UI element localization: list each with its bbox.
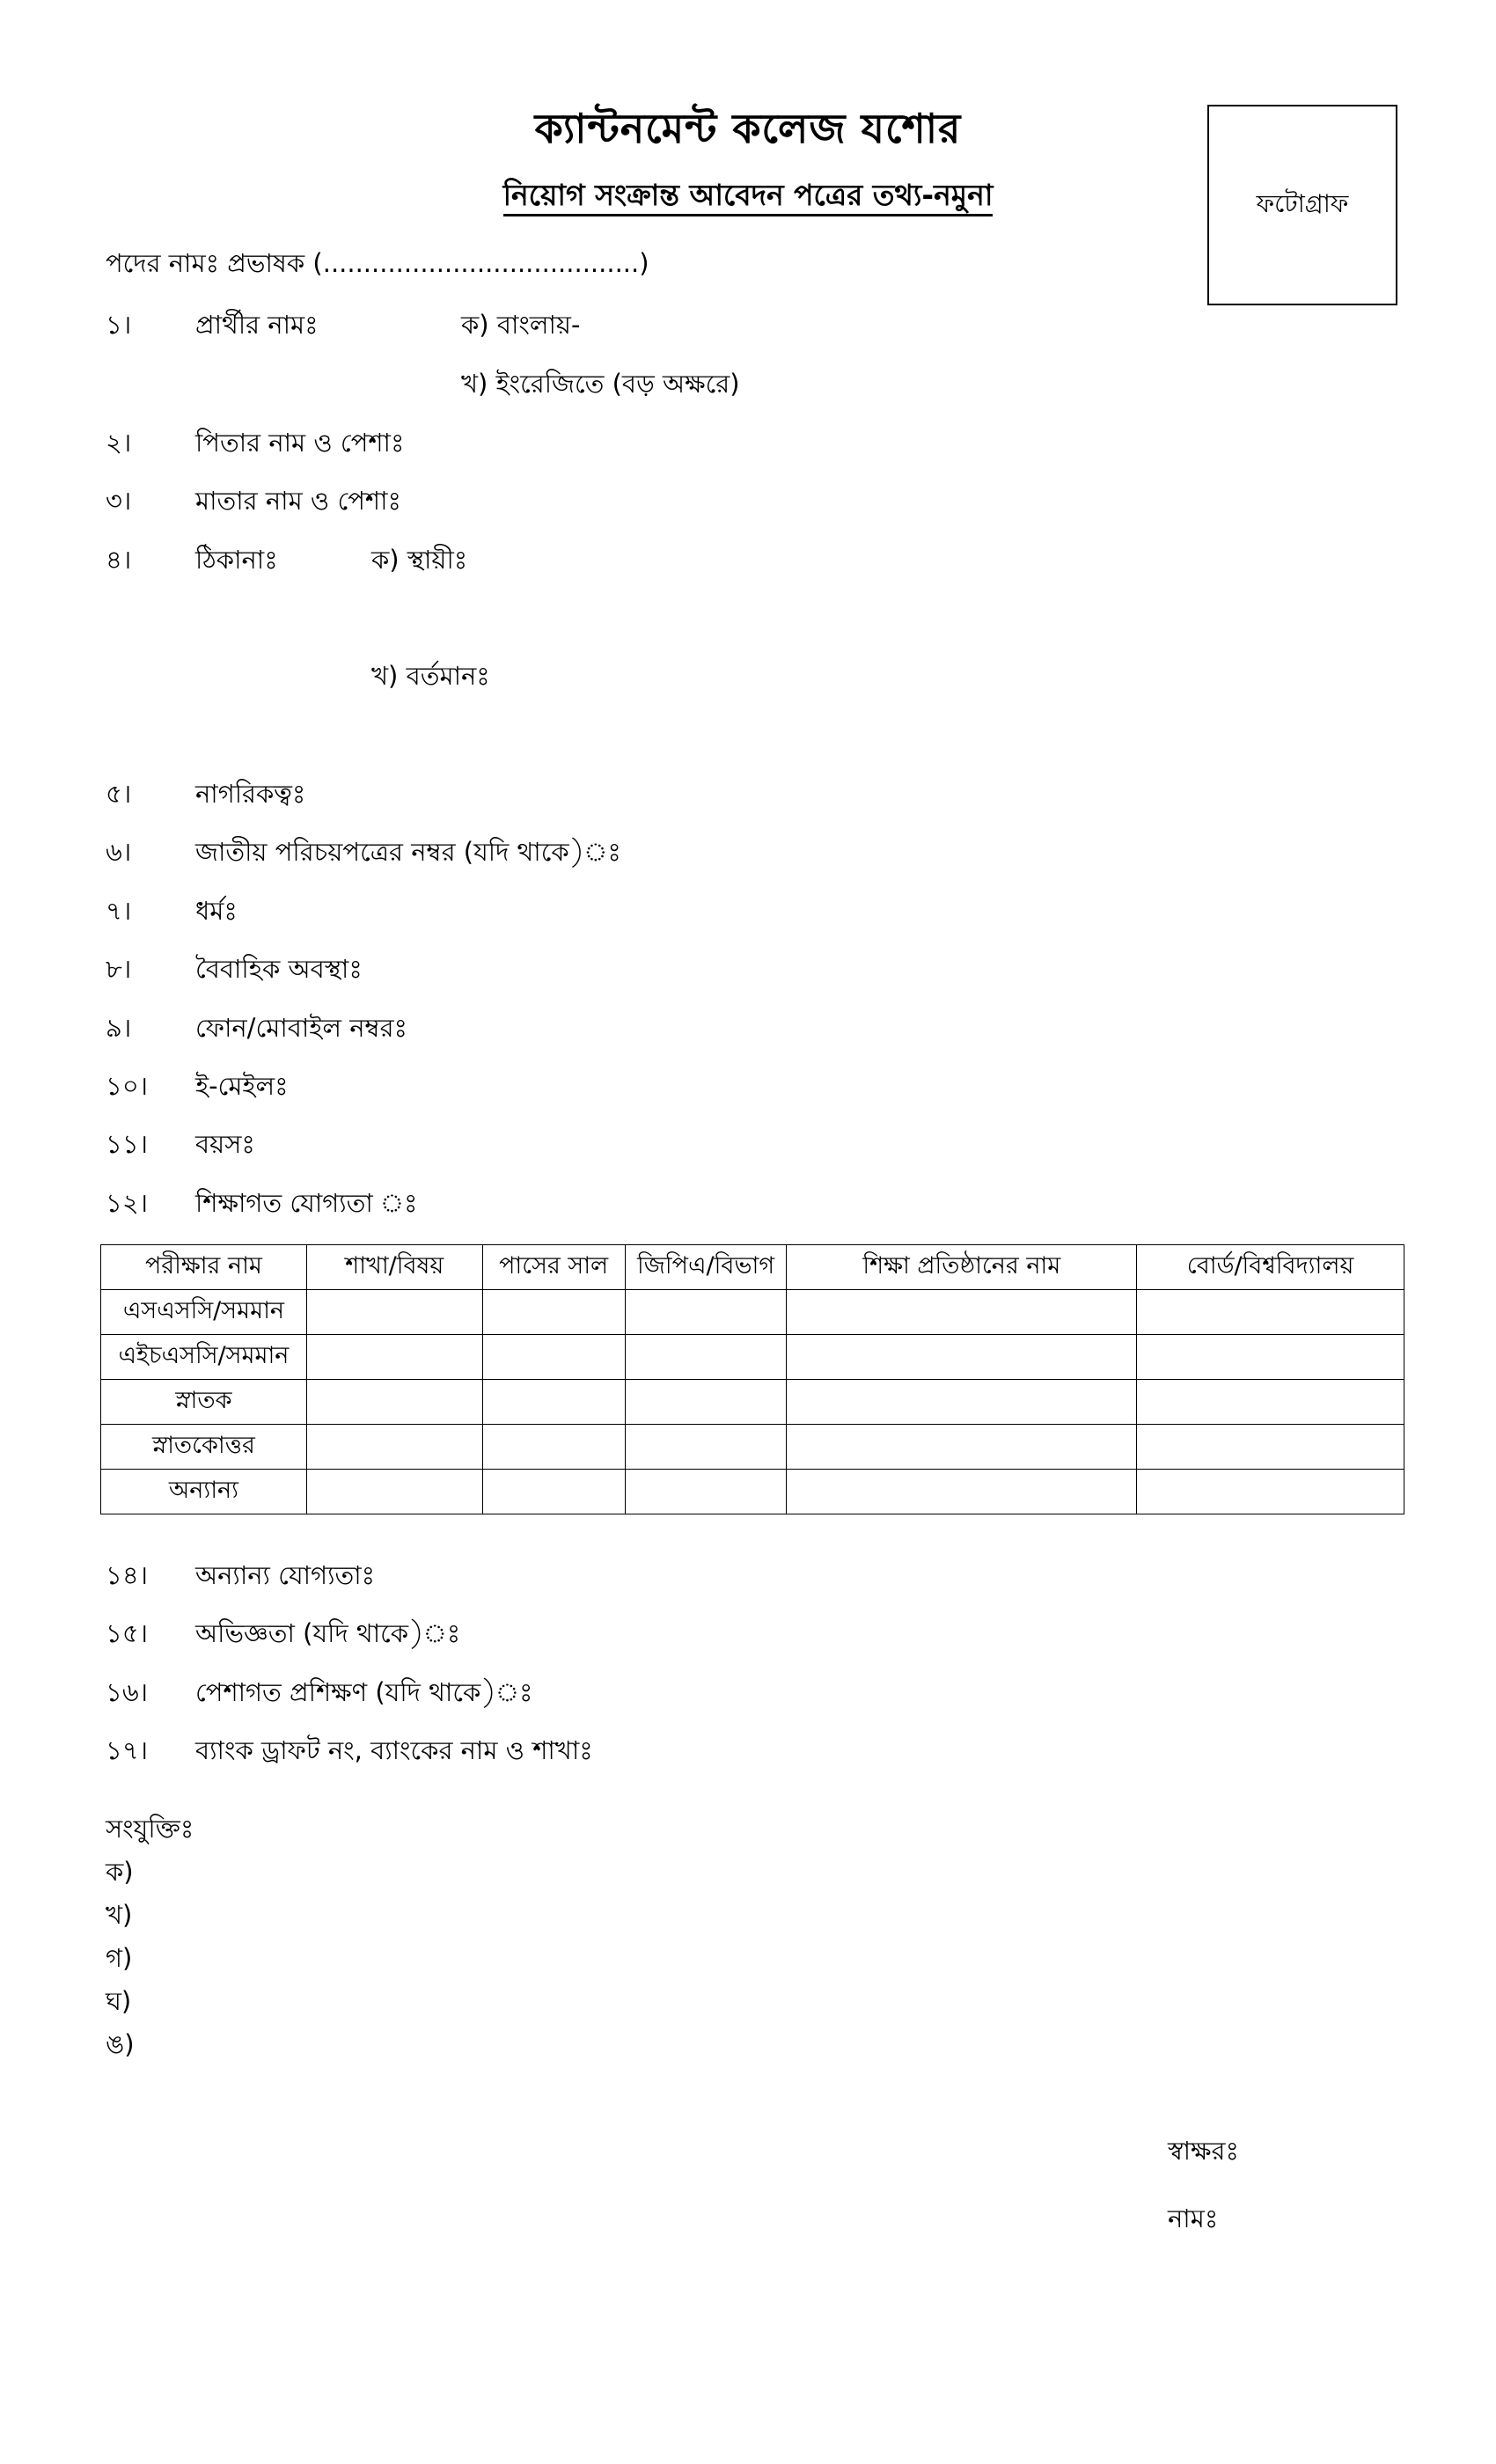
field-4-present: খ) বর্তমানঃ	[371, 661, 490, 691]
table-cell[interactable]	[787, 1290, 1137, 1335]
field-4-number: ৪।	[106, 545, 132, 575]
table-cell[interactable]	[482, 1290, 625, 1335]
field-3-label: মাতার নাম ও পেশাঃ	[195, 486, 401, 516]
field-11-number: ১১।	[106, 1129, 149, 1159]
table-header-row	[101, 1245, 1404, 1290]
exam-name-cell: অন্যান্য	[101, 1470, 307, 1514]
exam-name-cell: স্নাতক	[101, 1380, 307, 1425]
table-cell[interactable]	[787, 1470, 1137, 1514]
exam-name-cell: স্নাতকোত্তর	[101, 1425, 307, 1470]
table-row	[101, 1425, 1404, 1470]
table-row	[101, 1470, 1404, 1514]
field-1-label: প্রার্থীর নামঃ	[195, 310, 319, 340]
field-2-label: পিতার নাম ও পেশাঃ	[195, 428, 405, 458]
table-cell[interactable]	[482, 1425, 625, 1470]
post-name: পদের নামঃ প্রভাষক (.......................................)	[106, 248, 649, 278]
table-header-cell: শিক্ষা প্রতিষ্ঠানের নাম	[787, 1245, 1137, 1290]
signature-label: স্বাক্ষরঃ	[1168, 2136, 1239, 2166]
table-cell[interactable]	[482, 1380, 625, 1425]
table-row	[101, 1380, 1404, 1425]
field-12-number: ১২।	[106, 1188, 149, 1218]
table-header-cell: শাখা/বিষয়	[306, 1245, 482, 1290]
table-row	[101, 1335, 1404, 1380]
table-cell[interactable]	[306, 1470, 482, 1514]
field-4-permanent: ক) স্থায়ীঃ	[371, 545, 468, 575]
attachment-item: ঘ)	[106, 1986, 132, 2016]
table-cell[interactable]	[306, 1380, 482, 1425]
name-label: নামঃ	[1168, 2204, 1219, 2233]
table-header-cell: জিপিএ/বিভাগ	[625, 1245, 787, 1290]
field-6-label: জাতীয় পরিচয়পত্রের নম্বর (যদি থাকে)ঃ	[195, 837, 621, 867]
field-1-bangla: ক) বাংলায়-	[461, 310, 581, 340]
table-cell[interactable]	[306, 1425, 482, 1470]
table-cell[interactable]	[787, 1380, 1137, 1425]
form-subtitle-text: নিয়োগ সংক্রান্ত আবেদন পত্রের তথ্য-নমুনা	[503, 178, 994, 216]
field-10-number: ১০।	[106, 1071, 149, 1101]
table-cell[interactable]	[787, 1335, 1137, 1380]
table-header-cell: বোর্ড/বিশ্ববিদ্যালয়	[1137, 1245, 1404, 1290]
table-cell[interactable]	[625, 1335, 787, 1380]
college-title: ক্যান্টনমেন্ট কলেজ যশোর	[534, 105, 962, 152]
photo-label: ফটোগ্রাফ	[1256, 188, 1349, 218]
table-cell[interactable]	[625, 1470, 787, 1514]
attachments-label: সংযুক্তিঃ	[106, 1814, 194, 1844]
field-5-label: নাগরিকত্বঃ	[195, 779, 306, 809]
attachment-item: খ)	[106, 1900, 133, 1930]
field-15-number: ১৫।	[106, 1618, 149, 1648]
field-1-english: খ) ইংরেজিতে (বড় অক্ষরে)	[461, 369, 740, 399]
field-4-label: ঠিকানাঃ	[195, 545, 278, 575]
field-7-label: ধর্মঃ	[195, 896, 238, 926]
table-cell[interactable]	[1137, 1380, 1404, 1425]
table-cell[interactable]	[1137, 1425, 1404, 1470]
education-table	[100, 1244, 1404, 1514]
attachment-item: ক)	[106, 1857, 134, 1887]
table-cell[interactable]	[306, 1290, 482, 1335]
table-cell[interactable]	[1137, 1470, 1404, 1514]
field-9-label: ফোন/মোবাইল নম্বরঃ	[195, 1013, 407, 1043]
field-15-label: অভিজ্ঞতা (যদি থাকে)ঃ	[195, 1618, 461, 1648]
attachment-item: ঙ)	[106, 2029, 135, 2059]
field-16-number: ১৬।	[106, 1677, 149, 1707]
field-17-label: ব্যাংক ড্রাফট নং, ব্যাংকের নাম ও শাখাঃ	[195, 1735, 593, 1765]
field-12-label: শিক্ষাগত যোগ্যতা ঃ	[195, 1188, 418, 1218]
field-1-number: ১।	[106, 310, 132, 340]
photo-box	[1207, 105, 1397, 305]
field-10-label: ই-মেইলঃ	[195, 1071, 289, 1101]
table-cell[interactable]	[482, 1470, 625, 1514]
table-header-cell: পরীক্ষার নাম	[101, 1245, 307, 1290]
field-7-number: ৭।	[106, 896, 132, 926]
field-16-label: পেশাগত প্রশিক্ষণ (যদি থাকে)ঃ	[195, 1677, 533, 1707]
field-14-label: অন্যান্য যোগ্যতাঃ	[195, 1560, 376, 1590]
field-8-number: ৮।	[106, 954, 132, 984]
field-8-label: বৈবাহিক অবস্থাঃ	[195, 954, 363, 984]
table-row	[101, 1290, 1404, 1335]
table-cell[interactable]	[625, 1290, 787, 1335]
field-3-number: ৩।	[106, 486, 132, 516]
field-14-number: ১৪।	[106, 1560, 149, 1590]
table-cell[interactable]	[482, 1335, 625, 1380]
field-5-number: ৫।	[106, 779, 132, 809]
table-header-cell: পাসের সাল	[482, 1245, 625, 1290]
field-6-number: ৬।	[106, 837, 132, 867]
table-cell[interactable]	[625, 1380, 787, 1425]
exam-name-cell: এইচএসসি/সমমান	[101, 1335, 307, 1380]
table-cell[interactable]	[1137, 1335, 1404, 1380]
exam-name-cell: এসএসসি/সমমান	[101, 1290, 307, 1335]
table-cell[interactable]	[1137, 1290, 1404, 1335]
attachment-item: গ)	[106, 1943, 133, 1973]
field-11-label: বয়সঃ	[195, 1129, 255, 1159]
table-cell[interactable]	[306, 1335, 482, 1380]
field-17-number: ১৭।	[106, 1735, 149, 1765]
field-2-number: ২।	[106, 428, 132, 458]
field-9-number: ৯।	[106, 1013, 132, 1043]
table-cell[interactable]	[625, 1425, 787, 1470]
table-cell[interactable]	[787, 1425, 1137, 1470]
